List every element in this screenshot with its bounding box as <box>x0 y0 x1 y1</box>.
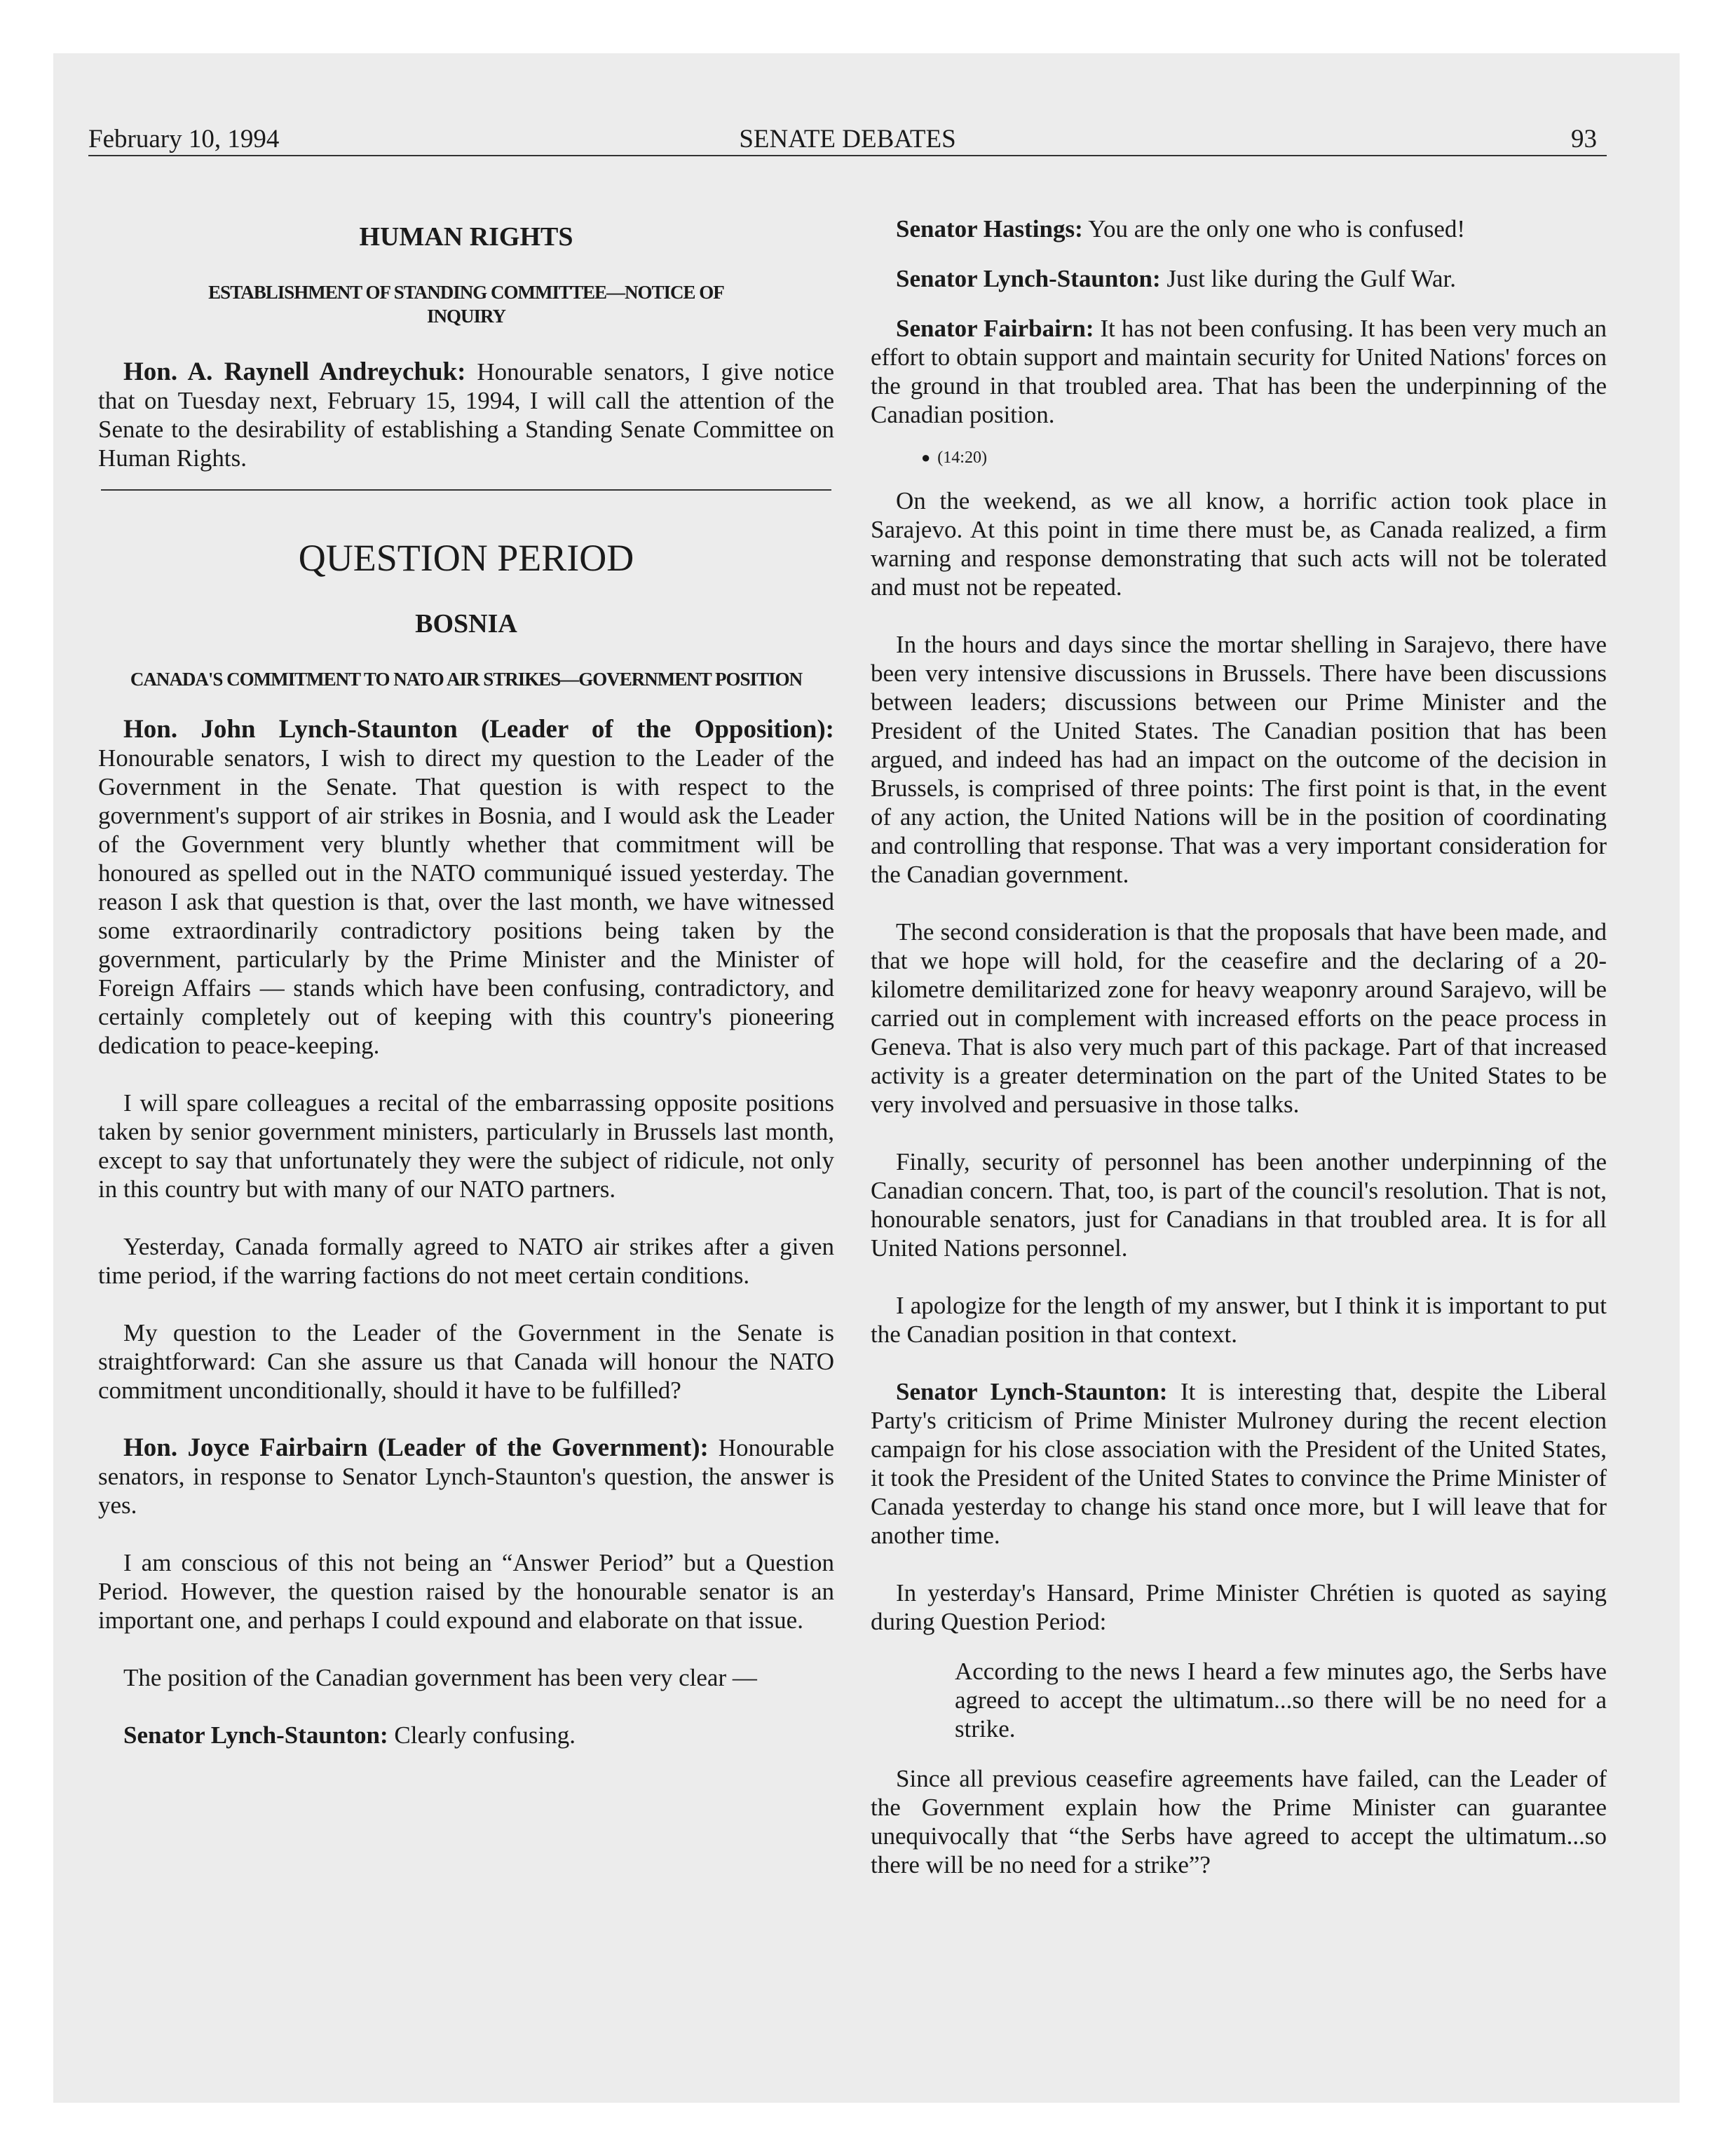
paragraph: The second consideration is that the proposals that have been made, and that we hope will hold, for the ceasefire and the declaring of a 20-kilometre demilitarized zone for heavy weaponry around Sarajevo, will be carried out in complement with increased efforts on the peace process in Geneva. That is also very much part of this package. Part of that increased activity is a greater determination on the part of the United States to be very involved and persuasive in those talks. <box>871 918 1607 1118</box>
paragraph-text: Just like during the Gulf War. <box>1166 265 1456 292</box>
section-subtitle-committee: ESTABLISHMENT OF STANDING COMMITTEE—NOTICE OF INQUIRY <box>208 282 724 327</box>
speaker-name: Senator Lynch-Staunton: <box>896 265 1161 292</box>
paragraph: I apologize for the length of my answer, but I think it is important to put the Canadian position in that context. <box>871 1292 1607 1348</box>
header-page-number: 93 <box>1571 125 1597 153</box>
bullet-icon: ● <box>921 449 931 466</box>
speaker-name: Hon. Joyce Fairbairn (Leader of the Government): <box>123 1433 709 1462</box>
left-column <box>98 214 834 1749</box>
paragraph-text: Honourable senators, I give notice that on Tuesday next, February 15, 1994, I will call the attention of the Senate to the desirability of establishing a Standing Senate Committee on Human Rights. <box>98 358 834 472</box>
paragraph-interjection <box>871 264 1607 293</box>
paragraph-lynch-staunton <box>871 1377 1607 1550</box>
paragraph: Yesterday, Canada formally agreed to NATO air strikes after a given time period, if the warring factions do not meet certain conditions. <box>98 1233 834 1289</box>
section-rule <box>101 489 831 491</box>
speaker-name: Hon. John Lynch-Staunton (Leader of the Opposition): <box>123 715 834 744</box>
paragraph-fairbairn <box>871 314 1607 429</box>
paragraph-andreychuk <box>98 357 834 472</box>
header-date: February 10, 1994 <box>88 125 280 153</box>
paragraph: My question to the Leader of the Government in the Senate is straightforward: Can she assure us that Canada will honour the NATO commitment unconditionally, should it have to be fulfilled? <box>98 1319 834 1404</box>
section-title-human-rights: HUMAN RIGHTS <box>359 222 573 252</box>
paragraph-text: Honourable senators, in response to Senator Lynch-Staunton's question, the answer is yes. <box>98 1434 834 1519</box>
header-rule <box>88 155 1607 156</box>
speaker-name: Senator Lynch-Staunton: <box>123 1721 388 1749</box>
header-title: SENATE DEBATES <box>739 125 956 153</box>
speaker-name: Senator Fairbairn: <box>896 315 1094 342</box>
section-subtitle-nato: CANADA'S COMMITMENT TO NATO AIR STRIKES—GOVERNMENT POSITION <box>130 669 803 690</box>
timestamp-text: (14:20) <box>937 449 987 467</box>
paragraph: The position of the Canadian government has been very clear — <box>123 1664 757 1691</box>
right-column <box>871 214 1607 1879</box>
paragraph: I will spare colleagues a recital of the embarrassing opposite positions taken by senior government ministers, particularly in Brussels last month, except to say that unfortunately they were the subject of ridicule, not only in this country but with many of our NATO partners. <box>98 1089 834 1203</box>
paragraph: On the weekend, as we all know, a horrific action took place in Sarajevo. At this point in time there must be, as Canada realized, a firm warning and response demonstrating that such acts will not be tolerated and must not be repeated. <box>871 487 1607 601</box>
page-header <box>88 122 1607 157</box>
paragraph: In the hours and days since the mortar shelling in Sarajevo, there have been very intensive discussions in Brussels. There have been discussions between leaders; discussions between our Prime Minister and the President of the United States. The Canadian position that has been argued, and indeed has had an impact on the outcome of the decision in Brussels, is comprised of three points: The first point is that, in the event of any action, the United Nations will be in the position of coordinating and controlling that response. That was a very important consideration for the Canadian government. <box>871 631 1607 888</box>
paragraph: In yesterday's Hansard, Prime Minister Chrétien is quoted as saying during Question Period: <box>871 1579 1607 1635</box>
question-period-title: QUESTION PERIOD <box>298 537 634 579</box>
paragraph-text: Honourable senators, I wish to direct my question to the Leader of the Government in the Senate. That question is with respect to the government's support of air strikes in Bosnia, and I would ask the Leader of the Government very bluntly whether that commitment will be honoured as spelled out in the NATO communiqué issued yesterday. The reason I ask that question is that, over the last month, we have witnessed some extraordinarily contradictory positions being taken by the government, particularly by the Prime Minister and the Minister of Foreign Affairs — stands which have been confusing, contradictory, and certainly completely out of keeping with this country's pioneering dedication to peace-keeping. <box>98 744 834 1059</box>
timestamp <box>871 446 1607 470</box>
paragraph-lynch-staunton-question <box>98 715 834 1060</box>
paragraph-text: Clearly confusing. <box>394 1721 576 1749</box>
speaker-name: Senator Lynch-Staunton: <box>896 1378 1168 1405</box>
paragraph-interjection <box>871 214 1607 243</box>
paragraph-text: It is interesting that, despite the Liberal Party's criticism of Prime Minister Mulroney during the recent election campaign for his close association with the President of the United States, it took the President of the United States to convince the Prime Minister of Canada yesterday to change his stand once more, but I will leave that for another time. <box>871 1378 1607 1549</box>
block-quote: According to the news I heard a few minutes ago, the Serbs have agreed to accept the ultimatum...so there will be no need for a strike. <box>955 1658 1607 1742</box>
speaker-name: Hon. A. Raynell Andreychuk: <box>123 357 466 386</box>
paragraph: Finally, security of personnel has been another underpinning of the Canadian concern. That, too, is part of the council's resolution. That is not, honourable senators, just for Canadians in that troubled area. It is for all United Nations personnel. <box>871 1148 1607 1262</box>
paragraph: I am conscious of this not being an “Answer Period” but a Question Period. However, the question raised by the honourable senator is an important one, and perhaps I could expound and elaborate on that issue. <box>98 1549 834 1634</box>
paragraph-text: It has not been confusing. It has been very much an effort to obtain support and maintain security for United Nations' forces on the ground in that troubled area. That has been the underpinning of the Canadian position. <box>871 315 1607 428</box>
paragraph-fairbairn-answer <box>98 1433 834 1520</box>
speaker-name: Senator Hastings: <box>896 215 1083 243</box>
paragraph-interjection <box>98 1721 834 1749</box>
paragraph-text: You are the only one who is confused! <box>1088 215 1466 243</box>
section-title-bosnia: BOSNIA <box>415 609 517 639</box>
paragraph: Since all previous ceasefire agreements have failed, can the Leader of the Government explain how the Prime Minister can guarantee unequivocally that “the Serbs have agreed to accept the ultimatum...so there will be no need for a strike”? <box>871 1765 1607 1878</box>
